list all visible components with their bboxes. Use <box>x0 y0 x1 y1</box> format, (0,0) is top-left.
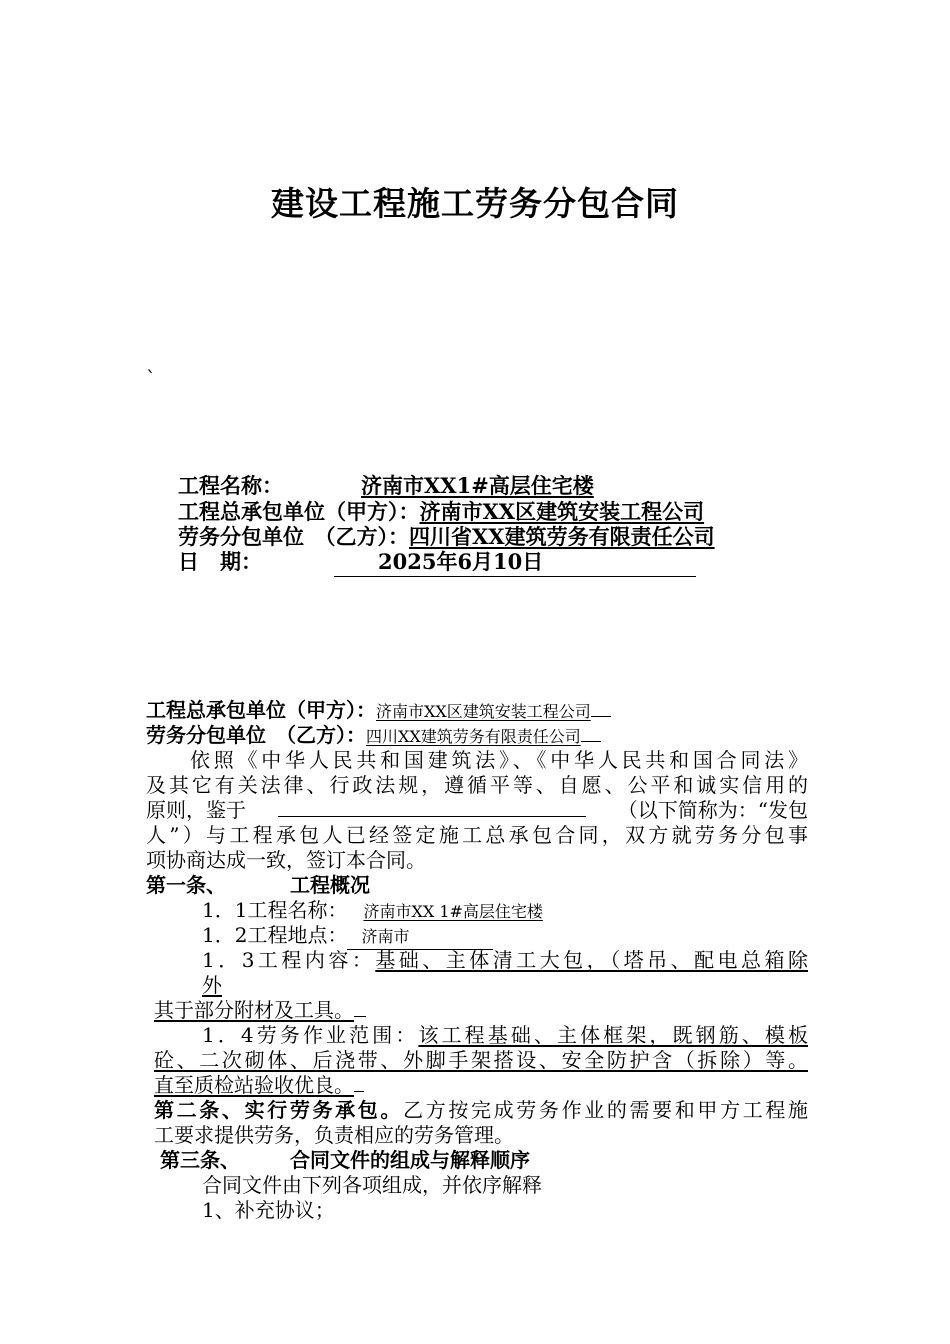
item-1-4-value-line-1: 该工程基础、主体框架，既钢筋、模板 <box>418 1023 809 1047</box>
article-3-item-1: 1、补充协议； <box>202 1198 335 1222</box>
item-1-4-label: 1．4劳务作业范围： <box>202 1023 419 1047</box>
item-1-2-label: 1．2工程地点： <box>202 923 348 947</box>
article-2-text-line-2: 工要求提供劳务，负责相应的劳务管理。 <box>154 1123 514 1147</box>
party-b-line <box>146 723 601 749</box>
article-2-line-1 <box>154 1098 808 1123</box>
article-1-heading <box>146 873 370 898</box>
cover-project-name-label: 工程名称： <box>178 473 283 498</box>
party-a-value: 济南市XX区建筑安装工程公司 <box>376 702 591 721</box>
preamble-line-3-prefix: 原则，鉴于 <box>146 798 246 822</box>
article-1-title: 工程概况 <box>290 873 370 897</box>
sponsor-blank <box>278 798 586 817</box>
cover-date-field <box>334 548 696 577</box>
party-a-line <box>146 698 611 724</box>
article-2-heading: 第二条、实行劳务承包。 <box>154 1098 404 1122</box>
preamble-line-3-suffix: （以下简称为：“发包 <box>617 798 808 822</box>
cover-date-value: 2025年6月10日 <box>378 549 544 574</box>
article-1-item-3 <box>202 948 808 973</box>
article-3-title: 合同文件的组成与解释顺序 <box>290 1148 530 1172</box>
cover-contractor <box>178 498 704 526</box>
item-1-3-value-line-2: 外 <box>202 973 222 997</box>
item-1-2-field <box>347 923 493 950</box>
item-1-3-value-line-3: 其于部分附材及工具。 <box>154 998 354 1022</box>
item-1-2-value: 济南市 <box>361 927 410 946</box>
article-3-number: 第三条、 <box>160 1148 240 1172</box>
item-1-3-label: 1．3工程内容： <box>202 948 376 972</box>
item-1-4-value-line-3-wrap <box>154 1073 364 1098</box>
item-1-3-value-line-1: 基础、主体清工大包，（塔吊、配电总箱除 <box>375 948 808 972</box>
article-3-heading <box>160 1148 530 1173</box>
cover-project-name-value: 济南市XX1#高层住宅楼 <box>361 473 594 498</box>
cover-subcontractor <box>178 523 715 551</box>
article-3-text: 合同文件由下列各项组成，并依序解释 <box>202 1173 542 1197</box>
preamble-line-1: 依照《中华人民共和国建筑法》、《中华人民共和国合同法》 <box>190 748 808 772</box>
article-1-number: 第一条、 <box>146 873 226 897</box>
document-title: 建设工程施工劳务分包合同 <box>271 184 679 223</box>
preamble-line-4: 人”）与工程承包人已经签定施工总承包合同，双方就劳务分包事 <box>146 823 808 847</box>
item-1-4-value-line-2: 砼、二次砌体、后浇带、外脚手架搭设、安全防护含（拆除）等。 <box>154 1048 808 1072</box>
cover-date <box>178 548 696 577</box>
party-b-label: 劳务分包单位 （乙方）： <box>146 723 366 747</box>
item-1-1-label: 1．1工程名称： <box>202 898 348 922</box>
preamble-line-3 <box>146 798 808 823</box>
party-b-value: 四川XX建筑劳务有限责任公司 <box>366 727 581 746</box>
party-a-label: 工程总承包单位（甲方）： <box>146 698 376 722</box>
item-1-1-value: 济南市XX 1#高层住宅楼 <box>363 902 543 921</box>
cover-subcontractor-value: 四川省XX建筑劳务有限责任公司 <box>409 524 715 549</box>
stray-mark: ` <box>146 366 156 390</box>
cover-contractor-label: 工程总承包单位（甲方）： <box>178 499 420 524</box>
cover-project-name <box>178 472 594 500</box>
article-1-item-1 <box>202 898 543 924</box>
article-2-text-line-1: 乙方按完成劳务作业的需要和甲方工程施 <box>403 1098 809 1122</box>
preamble-line-5: 项协商达成一致，签订本合同。 <box>146 848 426 872</box>
article-1-item-2 <box>202 923 493 950</box>
cover-date-label: 日 期： <box>178 549 262 574</box>
item-1-4-value-line-3: 直至质检站验收优良。 <box>154 1073 354 1097</box>
cover-subcontractor-label: 劳务分包单位 （乙方）： <box>178 524 409 549</box>
item-1-3-value-line-3-wrap <box>154 998 366 1023</box>
cover-contractor-value: 济南市XX区建筑安装工程公司 <box>419 499 705 524</box>
preamble-line-2: 及其它有关法律、行政法规，遵循平等、自愿、公平和诚实信用的 <box>146 773 808 797</box>
article-1-item-4 <box>202 1023 808 1048</box>
